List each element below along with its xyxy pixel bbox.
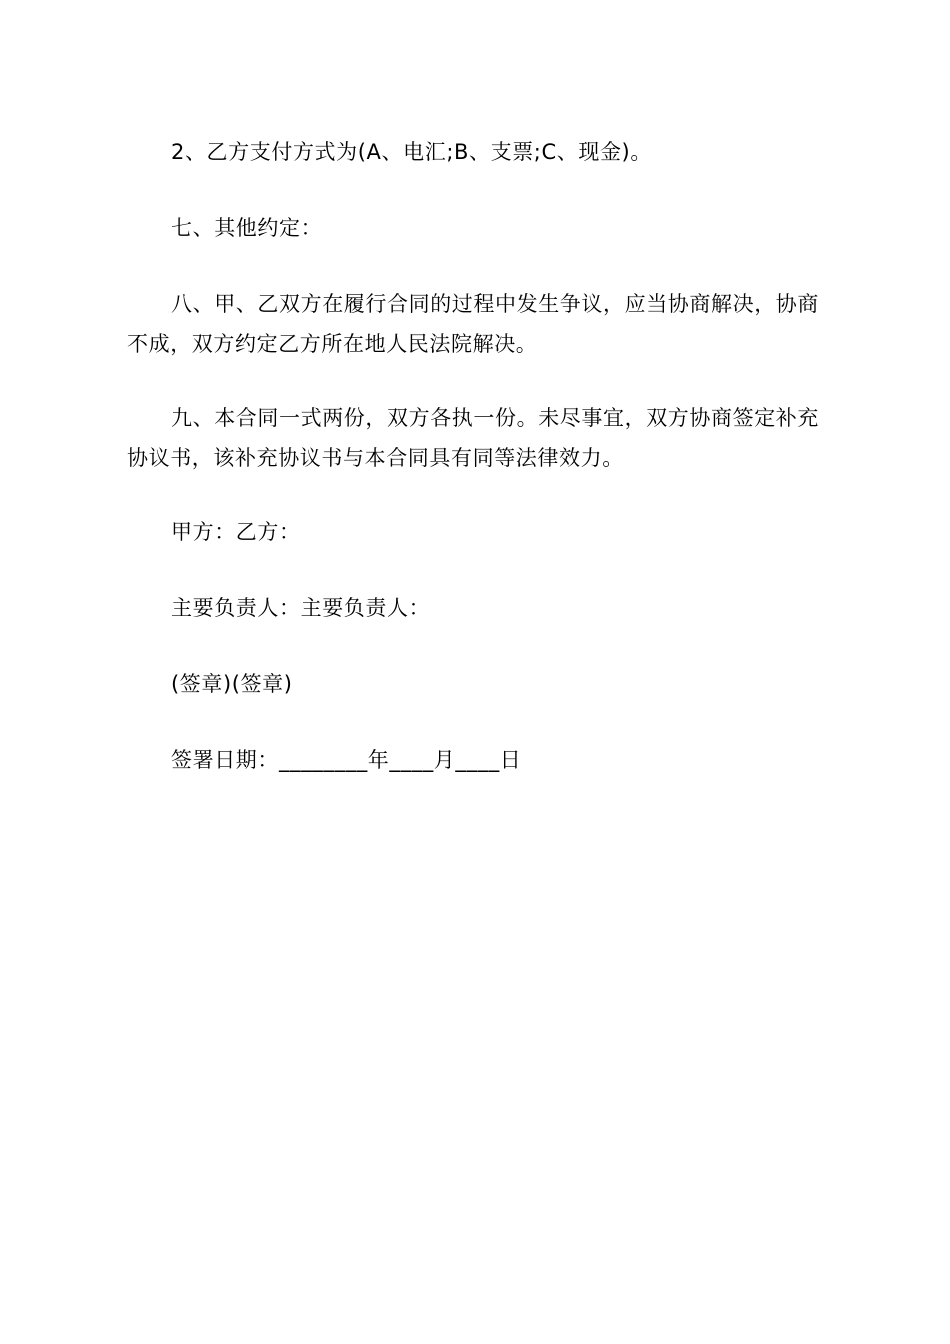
party-signature-line: 甲方：乙方： [171, 520, 301, 544]
document-body [127, 132, 822, 780]
other-agreements-heading: 七、其他约定： [171, 216, 323, 240]
dispute-resolution-clause: 八、甲、乙双方在履行合同的过程中发生争议，应当协商解决，协商不成，双方约定乙方所在地人民法院解决。 [127, 292, 819, 356]
signing-date-line: 签署日期：________年____月____日 [171, 748, 522, 772]
payment-method-clause: 2、乙方支付方式为(A、电汇;B、支票;C、现金)。 [171, 140, 652, 164]
seal-line: (签章)(签章) [171, 672, 293, 696]
responsible-person-line: 主要负责人：主要负责人： [171, 596, 431, 620]
copies-clause: 九、本合同一式两份，双方各执一份。未尽事宜，双方协商签定补充协议书，该补充协议书与本合同具有同等法律效力。 [127, 406, 819, 470]
